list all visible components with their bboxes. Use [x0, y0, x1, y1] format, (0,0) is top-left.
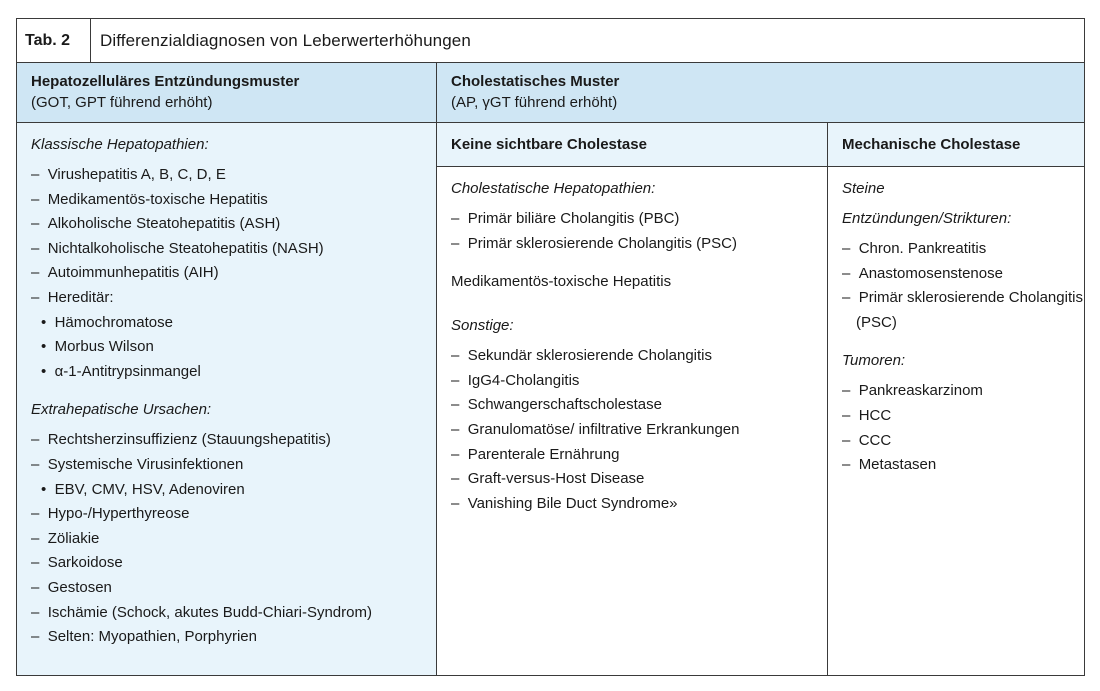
classic-hepatopathies-list — [31, 163, 436, 384]
list-item: – Anastomosenstenose — [842, 262, 1084, 287]
list-item: – Hypo-/Hyperthyreose — [31, 502, 436, 527]
table-title: Differenzialdiagnosen von Leberwerterhöhungen — [100, 30, 471, 50]
list-item: – Autoimmunhepatitis (AIH) — [31, 261, 436, 286]
list-item: – Schwangerschaftscholestase — [451, 393, 827, 418]
no-visible-cholestasis-header: Keine sichtbare Cholestase — [437, 123, 828, 166]
list-item: – Medikamentös-toxische Hepatitis — [31, 188, 436, 213]
list-item: – Nichtalkoholische Steatohepatitis (NASH) — [31, 237, 436, 262]
tumors-list — [842, 379, 1084, 477]
mechanical-cholestasis-column — [828, 167, 1084, 675]
list-item: – Gestosen — [31, 576, 436, 601]
list-item: – Primär sklerosierende Cholangitis (PSC) — [842, 286, 1084, 335]
no-visible-cholestasis-column — [437, 167, 828, 675]
list-subitem: • EBV, CMV, HSV, Adenoviren — [31, 478, 436, 503]
list-item: – Metastasen — [842, 453, 1084, 478]
section-heading: Sonstige: — [451, 317, 514, 335]
list-item: – Zöliakie — [31, 527, 436, 552]
differential-diagnosis-table — [16, 18, 1085, 676]
hepatocellular-column — [17, 123, 437, 675]
list-item: – IgG4-Cholangitis — [451, 369, 827, 394]
list-subitem: • Hämochromatose — [31, 311, 436, 336]
extrahepatic-causes-list — [31, 428, 436, 649]
list-item: – Virushepatitis A, B, C, D, E — [31, 163, 436, 188]
cholestatic-title: Cholestatisches Muster — [451, 73, 620, 90]
hepatocellular-subtitle: (GOT, GPT führend erhöht) — [31, 94, 213, 111]
hepatocellular-header — [17, 63, 437, 122]
table-number: Tab. 2 — [17, 19, 91, 62]
section-heading: Extrahepatische Ursachen: — [31, 401, 212, 419]
list-item: – Sarkoidose — [31, 551, 436, 576]
list-item: – Vanishing Bile Duct Syndrome» — [451, 492, 827, 517]
strictures-list — [842, 237, 1084, 335]
list-item: – HCC — [842, 404, 1084, 429]
cholestatic-hepatopathies-list — [451, 207, 827, 256]
section-heading: Tumoren: — [842, 352, 906, 370]
section-heading: Klassische Hepatopathien: — [31, 136, 209, 153]
pattern-header-row — [17, 63, 1084, 123]
list-item: – Primär sklerosierende Cholangitis (PSC) — [451, 232, 827, 257]
list-item: – Systemische Virusinfektionen — [31, 453, 436, 478]
list-item: – Granulomatöse/ infiltrative Erkrankungen — [451, 418, 827, 443]
list-item: – Ischämie (Schock, akutes Budd-Chiari-Syndrom) — [31, 601, 436, 626]
list-item: – CCC — [842, 429, 1084, 454]
table-title-row — [17, 19, 1084, 63]
list-item: – Hereditär: — [31, 286, 436, 311]
mechanical-cholestasis-header: Mechanische Cholestase — [842, 136, 1021, 153]
hepatocellular-title: Hepatozelluläres Entzündungsmuster — [31, 73, 300, 90]
plain-entry: Medikamentös-toxische Hepatitis — [451, 273, 672, 291]
cholestasis-subheader-row — [437, 123, 1084, 167]
other-causes-list — [451, 344, 827, 516]
list-item: – Sekundär sklerosierende Cholangitis — [451, 344, 827, 369]
section-heading: Steine — [842, 180, 885, 197]
list-item: – Primär biliäre Cholangitis (PBC) — [451, 207, 827, 232]
list-item: – Pankreaskarzinom — [842, 379, 1084, 404]
list-subitem: • Morbus Wilson — [31, 335, 436, 360]
list-item: – Alkoholische Steatohepatitis (ASH) — [31, 212, 436, 237]
section-heading: Entzündungen/Strikturen: — [842, 210, 1012, 227]
list-item: – Rechtsherzinsuffizienz (Stauungshepatitis) — [31, 428, 436, 453]
list-item: – Parenterale Ernährung — [451, 443, 827, 468]
list-subitem: • α-1-Antitrypsinmangel — [31, 360, 436, 385]
cholestatic-header — [437, 63, 1084, 122]
list-item: – Selten: Myopathien, Porphyrien — [31, 625, 436, 650]
section-heading: Cholestatische Hepatopathien: — [451, 180, 656, 197]
list-item: – Graft-versus-Host Disease — [451, 467, 827, 492]
list-item: – Chron. Pankreatitis — [842, 237, 1084, 262]
cholestatic-subtitle: (AP, γGT führend erhöht) — [451, 94, 618, 111]
